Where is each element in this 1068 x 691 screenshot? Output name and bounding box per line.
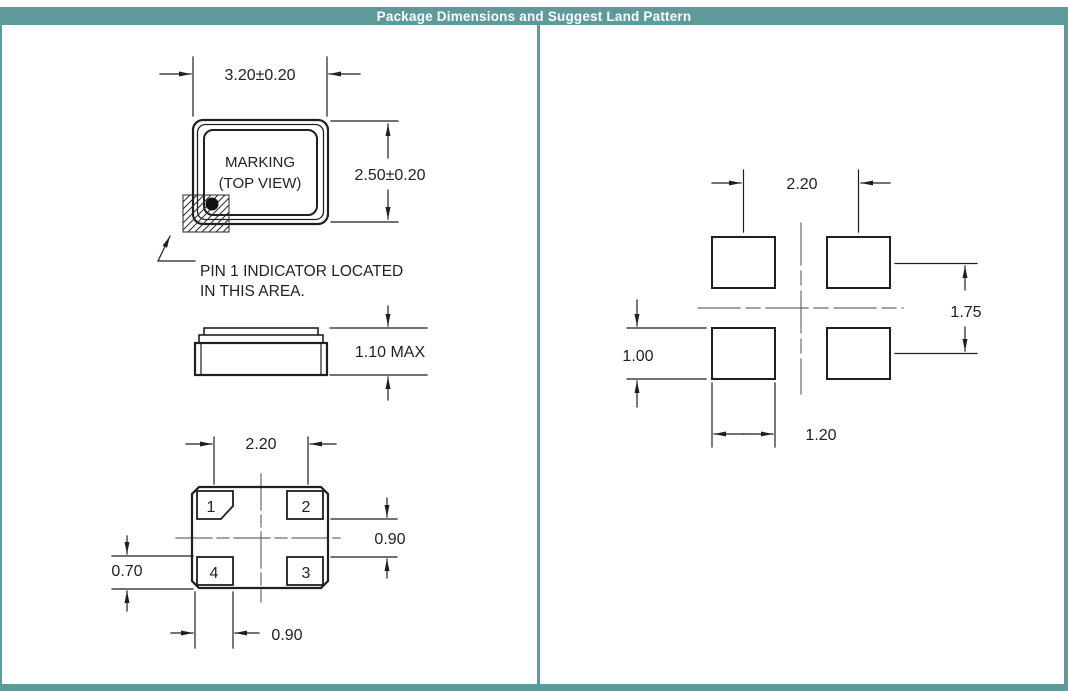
bottom-view-pitch-dimension: 2.20 xyxy=(245,436,277,453)
top-view-width-dimension: 3.20±0.20 xyxy=(224,67,296,84)
land-pattern-pad-width-dimension: 1.20 xyxy=(805,427,837,444)
side-view xyxy=(195,306,427,400)
pad-3-label: 3 xyxy=(301,565,311,582)
pin1-note-line2: IN THIS AREA. xyxy=(200,283,305,300)
land-pad-top-right xyxy=(827,237,890,288)
top-view-width-extension-lines xyxy=(193,57,327,116)
bottom-view-pad-height-dimension: 0.70 xyxy=(111,563,143,580)
pad-4-label: 4 xyxy=(209,565,219,582)
marking-label-line1: MARKING xyxy=(224,154,296,171)
land-pattern-pitch-y-dimension: 1.75 xyxy=(950,304,982,321)
land-pattern-pad-height-dimension: 1.00 xyxy=(622,348,654,365)
side-view-height-dimension: 1.10 MAX xyxy=(354,344,426,361)
pad-1-label: 1 xyxy=(206,499,216,516)
land-pattern-pitch-x-dimension: 2.20 xyxy=(786,176,818,193)
land-pad-bottom-left xyxy=(712,328,775,379)
pin1-indicator-dot xyxy=(206,198,219,211)
land-pad-bottom-right xyxy=(827,328,890,379)
side-view-body-outline xyxy=(195,343,327,375)
bottom-view-pad-width-extension-lines xyxy=(195,592,233,648)
bottom-view-gap-dimension: 0.90 xyxy=(374,531,406,548)
bottom-view xyxy=(111,436,405,648)
marking-label-line2: (TOP VIEW) xyxy=(218,175,302,192)
pin1-note-line1: PIN 1 INDICATOR LOCATED xyxy=(200,263,404,280)
section-title: Package Dimensions and Suggest Land Pattern xyxy=(376,8,692,24)
pad-2-label: 2 xyxy=(301,499,311,516)
land-pattern-pad-width-extension-lines xyxy=(712,383,775,447)
land-pad-top-left xyxy=(712,237,775,288)
side-view-lid-step xyxy=(199,335,323,343)
bottom-view-pad-width-dimension: 0.90 xyxy=(271,627,303,644)
pin1-note-leader-arrow xyxy=(158,236,170,261)
land-pattern xyxy=(622,170,981,447)
top-view-height-dimension: 2.50±0.20 xyxy=(354,167,426,184)
pin1-indicator-hatch-area xyxy=(183,195,229,232)
top-view xyxy=(158,57,426,300)
